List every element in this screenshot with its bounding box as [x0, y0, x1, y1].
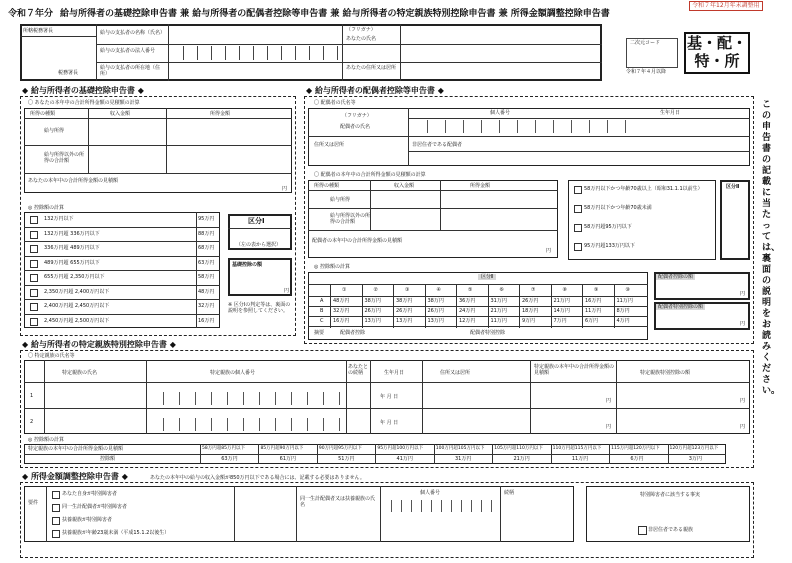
spouse-table-cell: 31万円	[490, 298, 507, 304]
qr-label: 二次元コード	[630, 40, 661, 46]
adjust-col-name: 同一生計配偶者又は扶養親族の氏名	[300, 496, 376, 508]
basic-row-range: 336万円超 489万円以下	[44, 245, 100, 251]
spouse-check-checkbox[interactable]	[574, 205, 582, 213]
qr-note: 令和７年４月以降	[626, 69, 667, 75]
kubun2-label: 区分Ⅱ	[726, 184, 740, 190]
spouse-number-input[interactable]	[410, 120, 626, 133]
basic-row-amount: 32万円	[198, 303, 215, 309]
spouse-table-cell: 21万円	[490, 308, 507, 314]
basic-row-divider	[24, 270, 220, 271]
spouse-col-kind: 所得の種類	[314, 183, 340, 189]
relative-band-line	[668, 444, 669, 464]
relative-estimate-label: 特定親族の本年中の合計所得金額の見積額	[534, 364, 615, 376]
your-address-input[interactable]	[402, 64, 600, 79]
basic-row-amount: 63万円	[198, 259, 215, 266]
kubun2-box[interactable]	[720, 180, 750, 260]
relative-band: 120万円超123万円以下	[669, 446, 719, 451]
basic-row-range: 2,400万円超 2,450万円以下	[44, 303, 110, 309]
relative-band-line	[492, 444, 493, 464]
adjust-note: あなたの本年中の給与の収入金額が850万円以下である場合には、記載する必要はありません。	[150, 475, 365, 481]
relative-band-line	[375, 444, 376, 464]
your-name-input[interactable]	[402, 26, 600, 42]
spouse-table-row-line	[308, 296, 648, 297]
relative-sub-title: 〇 特定親族の氏名等	[28, 353, 75, 359]
basic-row-divider	[24, 314, 220, 315]
spouse-table-col-head: ⑩	[625, 287, 630, 293]
relative-amount: 11万円	[571, 456, 589, 462]
relative-deduct-title: ◎ 控除額の計算	[28, 437, 64, 443]
adjust-item-label: あなた自身が特別障害者	[62, 491, 118, 497]
relative-band-line	[258, 444, 259, 464]
side-note: この申告書の記載に当たっては、裏面の説明をお読みください。	[762, 100, 781, 396]
relative-band: 90万円超95万円以下	[318, 446, 362, 451]
relative-birth-label: 生年月日	[384, 370, 405, 376]
basic-row-range: 2,350万円超 2,400万円以下	[44, 288, 110, 295]
basic-row2: 給与所得以外の所得の合計額	[44, 152, 85, 164]
spouse-table-cell: 4万円	[616, 318, 630, 324]
spouse-table-cell: 38万円	[364, 298, 381, 304]
spouse-name-title: 〇 配偶者の氏名等	[314, 100, 356, 106]
spouse-table-row-abc: B	[320, 308, 324, 314]
spouse-income-title: 〇 配偶者の本年中の合計所得金額の見積額の計算	[314, 172, 426, 178]
relative-band: 100万円超105万円以下	[435, 446, 485, 451]
relative-amount: 21万円	[513, 456, 530, 462]
relative-amount: 41万円	[396, 456, 413, 462]
basic-row-range: 132万円以下	[44, 216, 74, 222]
form-type-badge	[684, 32, 750, 74]
relative2-number-input[interactable]	[148, 418, 344, 431]
adjust-section-title: ◆ 所得金額調整控除申告書 ◆	[22, 472, 128, 481]
relative1-date: 年 月 日	[380, 394, 399, 400]
adjust-right-title: 特別障害者に該当する事実	[640, 492, 701, 498]
spouse-table-row-line	[308, 326, 648, 327]
out-special-yen: 円	[740, 321, 746, 327]
basic-row-amount: 48万円	[198, 288, 215, 295]
basic-row-amount: 16万円	[198, 317, 215, 324]
spouse-table-cell: 11万円	[585, 308, 602, 314]
spouse-section-title: ◆ 給与所得者の配偶者控除等申告書 ◆	[306, 86, 444, 95]
adjust-col-relation: 続柄	[504, 490, 515, 496]
spouse-table-cell: 38万円	[427, 298, 444, 304]
out-spouse-label: 配偶者控除の額	[658, 274, 694, 280]
basic-row1: 給与所得	[44, 128, 65, 134]
year-end-stamp: 令和７年12月年末調整用	[689, 1, 763, 11]
basic-total-yen: 円	[282, 186, 288, 192]
spouse-table-col-head: ②	[373, 287, 378, 293]
spouse-table-cell: 26万円	[427, 308, 444, 314]
relative-amount: 61万円	[279, 456, 297, 462]
tax-office-suffix: 税務署長	[58, 70, 79, 76]
relative1-out-yen: 円	[740, 398, 746, 404]
relative-amount: 31万円	[455, 456, 472, 462]
relative-band: 110万円超115万円以下	[552, 446, 602, 451]
spouse-check-checkbox[interactable]	[574, 224, 582, 232]
relative2-out-yen: 円	[740, 424, 746, 430]
spouse-total-label: 配偶者の本年中の合計所得金額の見積額	[312, 238, 403, 244]
relative-number-label: 特定親族の個人番号	[210, 370, 256, 376]
spouse-row2: 給与所得以外の所得の合計額	[330, 213, 371, 225]
spouse-table-cell: 36万円	[459, 298, 476, 304]
spouse-table-col-head: ①	[342, 287, 347, 293]
relative-band-line	[434, 444, 435, 464]
relative-amount: 51万円	[338, 456, 355, 462]
special-row-label: 配偶者特別控除	[470, 330, 506, 336]
adjust-kind-label: 要件	[28, 500, 39, 506]
adjust-number-input[interactable]	[382, 500, 498, 512]
basic-row-checkbox[interactable]	[30, 303, 38, 311]
spouse-check-label: 58万円以下かつ年齢70歳未満	[584, 205, 652, 211]
out-special-label: 配偶者特別控除の額	[658, 304, 704, 310]
adjust-item-checkbox[interactable]	[52, 491, 60, 499]
spouse-check-checkbox[interactable]	[574, 186, 582, 194]
spouse-table-cell: 24万円	[459, 308, 476, 314]
kubun1-note: （左の表から選択）	[236, 242, 282, 248]
relative-band: 95万円超100万円以下	[377, 446, 424, 451]
basic-row-checkbox[interactable]	[30, 289, 38, 297]
basic-section-title: ◆ 給与所得者の基礎控除申告書 ◆	[22, 86, 144, 95]
kubun1-label: 区分Ⅰ	[248, 217, 265, 225]
spouse-table-cell: 14万円	[553, 308, 570, 314]
relative-row1-num: 1	[30, 393, 34, 399]
adjust-item-label: 同一生計配偶者が特別障害者	[62, 504, 128, 510]
your-address-label: あなたの住所又は居所	[346, 65, 397, 71]
payer-number-label: 給与の支払者の法人番号	[100, 48, 156, 54]
spouse-furigana: （フリガナ）	[342, 113, 372, 119]
spouse-row1: 給与所得	[330, 197, 351, 203]
basic-row-range: 655万円超 2,350万円以下	[44, 274, 105, 280]
spouse-nonresident: 非居住者である配偶者	[412, 142, 463, 148]
spouse-check-label: 95万円超133万円以下	[584, 243, 635, 249]
basic-amount-label: 基礎控除の額	[232, 262, 263, 268]
spouse-table-cell: 12万円	[459, 318, 476, 324]
summary-label: 摘要	[314, 330, 325, 336]
spouse-table-divider	[308, 284, 648, 285]
relative-band: 58万円超85万円以下	[202, 446, 245, 451]
spouse-table-col-head: ⑥	[499, 287, 504, 293]
spouse-table-row-line	[308, 316, 648, 317]
basic-row-divider	[24, 256, 220, 257]
kubun2-header: 区分Ⅱ	[478, 274, 496, 280]
basic-col-profit: 所得金額	[210, 111, 231, 117]
basic-row-range: 132万円超 336万円以下	[44, 230, 100, 237]
spouse-col-profit: 所得金額	[470, 183, 491, 189]
relative-amount: 3万円	[688, 456, 702, 462]
basic-row-divider	[24, 299, 220, 300]
basic-amount-yen: 円	[284, 288, 290, 294]
relative-row2-num: 2	[30, 419, 34, 425]
spouse-check-label: 58万円超95万円以下	[584, 224, 632, 230]
spouse-table-cell: 32万円	[333, 308, 350, 314]
adjust-item-label: 扶養親族が年齢23歳未満（平成15.1.2以後生）	[62, 530, 170, 536]
relative1-est-yen: 円	[606, 398, 612, 404]
relative-deduct-row: 控除額	[100, 456, 116, 462]
basic-row-amount: 58万円	[198, 274, 215, 280]
qr-pre-note	[624, 30, 626, 36]
spouse-name-label: 配偶者の氏名	[340, 124, 371, 130]
tax-office-label: 所轄税務署長	[23, 28, 54, 34]
spouse-check-checkbox[interactable]	[574, 243, 582, 251]
relative-out-label: 特定親族特別控除の額	[640, 370, 691, 376]
payer-number-input[interactable]	[170, 46, 342, 60]
spouse-table-cell: 7万円	[553, 318, 567, 324]
relative-band: 115万円超120万円以下	[611, 446, 660, 451]
spouse-birth-label: 生年月日	[660, 110, 681, 116]
spouse-table-cell: 18万円	[522, 308, 539, 314]
basic-row-amount: 95万円	[198, 216, 215, 222]
basic-row-range: 489万円超 655万円以下	[44, 259, 100, 266]
spouse-table-col-head: ⑤	[468, 287, 473, 293]
spouse-table-cell: 21万円	[553, 298, 570, 304]
basic-row-divider	[24, 285, 220, 286]
out-spouse-yen: 円	[740, 291, 746, 297]
spouse-name-table	[308, 108, 750, 166]
adjust-item-checkbox[interactable]	[52, 517, 60, 525]
relative1-number-input[interactable]	[148, 392, 344, 405]
spouse-table-cell: 11万円	[616, 298, 633, 304]
spouse-table-cell: 38万円	[396, 298, 413, 304]
spouse-table-row-abc: A	[320, 298, 324, 304]
spouse-table-cell: 26万円	[522, 298, 539, 304]
spouse-table-col-head: ④	[436, 287, 441, 293]
spouse-table-cell: 6万円	[585, 318, 599, 324]
spouse-table-row-line	[308, 306, 648, 307]
spouse-table-cell: 16万円	[585, 298, 602, 304]
basic-col-income: 収入金額	[110, 111, 131, 117]
era-label: 令和７年分	[8, 9, 54, 19]
basic-col-kind: 所得の種類	[30, 111, 56, 117]
basic-row-checkbox[interactable]	[30, 260, 38, 268]
relative-band-line	[609, 444, 610, 464]
relative2-date: 年 月 日	[380, 420, 399, 426]
your-name-label: あなたの氏名	[346, 36, 377, 42]
spouse-table-cell: 13万円	[427, 318, 444, 324]
basic-row-amount: 68万円	[198, 245, 215, 251]
spouse-address-label: 住所又は居所	[314, 142, 345, 148]
spouse-check-label: 58万円以下かつ年齢70歳以上（昭和31.1.1以前生）	[584, 186, 703, 192]
spouse-table-col-head: ⑨	[594, 287, 599, 293]
spouse-table-cell: 8万円	[616, 308, 630, 314]
adjust-item-checkbox[interactable]	[52, 530, 60, 538]
badge-line2: 特・所	[694, 52, 740, 70]
adjust-item-label: 扶養親族が特別障害者	[62, 517, 113, 523]
spouse-table-cell: 13万円	[364, 318, 381, 324]
spouse-table-cell: 16万円	[333, 318, 350, 324]
spouse-table-cell: 13万円	[396, 318, 413, 324]
basic-row-divider	[24, 241, 220, 242]
relative-band: 85万円超90万円以下	[260, 446, 304, 451]
basic-row-checkbox[interactable]	[30, 216, 38, 224]
basic-row-checkbox[interactable]	[30, 318, 38, 326]
basic-row-checkbox[interactable]	[30, 274, 38, 282]
relative-address-label: 住所又は居所	[440, 370, 471, 376]
spouse-col-income: 収入金額	[394, 183, 415, 189]
relative-relation-label: あなたとの続柄	[348, 364, 369, 376]
adjust-nonresident-label: 非居住者である親族	[648, 527, 694, 533]
spouse-deduct-title: ◎ 控除額の計算	[314, 264, 350, 270]
form-title: 給与所得者の基礎控除申告書 兼 給与所得者の配偶者控除等申告書 兼 給与所得者の特定親族特別控除申告書 兼 所得金額調整控除申告書	[60, 9, 610, 19]
relative-band-line	[551, 444, 552, 464]
basic-income-calc-title: 〇 あなたの本年中の合計所得金額の見積額の計算	[28, 100, 140, 106]
relative-section-title: ◆ 給与所得者の特定親族特別控除申告書 ◆	[22, 340, 176, 349]
spouse-table-cell: 26万円	[396, 308, 413, 314]
spouse-table-col-head: ③	[405, 287, 410, 293]
spouse-total-yen: 円	[546, 248, 552, 254]
payer-address-label: 給与の支払者の所在地（住所）	[100, 65, 161, 77]
spouse-table-row-abc: C	[320, 318, 324, 324]
spouse-table-cell: 11万円	[490, 318, 507, 324]
basic-row-range: 2,450万円超 2,500万円以下	[44, 317, 110, 324]
basic-total-label: あなたの本年中の合計所得金額の見積額	[28, 178, 119, 184]
spouse-table-col-head: ⑦	[531, 287, 536, 293]
payer-name-label: 給与の支払者の名称（氏名）	[100, 30, 166, 36]
adjust-col-number: 個人番号	[420, 490, 441, 496]
relative-band-label: 特定親族の本年中の合計所得金額の見積額	[28, 446, 124, 452]
spouse-table-cell: 9万円	[522, 318, 536, 324]
deduct-row-label: 配偶者控除	[340, 330, 366, 336]
furigana-label: （フリガナ）	[346, 27, 376, 33]
spouse-table-col-head: ⑧	[562, 287, 567, 293]
basic-row-checkbox[interactable]	[30, 245, 38, 253]
basic-row-checkbox[interactable]	[30, 231, 38, 239]
relative-band: 105万円超110万円以下	[494, 446, 543, 451]
basic-note: ※ 区分Ⅰの判定等は、裏面の説明を参照してください。	[228, 302, 291, 314]
basic-row-divider	[24, 227, 220, 228]
spouse-table-cell: 48万円	[333, 298, 350, 304]
adjust-item-checkbox[interactable]	[52, 504, 60, 512]
relative-amount: 6万円	[630, 456, 644, 462]
basic-row-amount: 88万円	[198, 230, 215, 237]
badge-line1: 基・配・	[686, 34, 747, 52]
spouse-number-label: 個人番号	[490, 110, 511, 116]
adjust-nonresident-checkbox[interactable]	[638, 526, 647, 535]
spouse-table-cell: 26万円	[364, 308, 381, 314]
relative-name-label: 特定親族の氏名	[62, 370, 98, 376]
relative-band-line	[317, 444, 318, 464]
relative-amount: 63万円	[221, 456, 238, 462]
relative2-est-yen: 円	[606, 424, 612, 430]
basic-deduct-title: ◎ 控除額の計算	[28, 205, 64, 211]
